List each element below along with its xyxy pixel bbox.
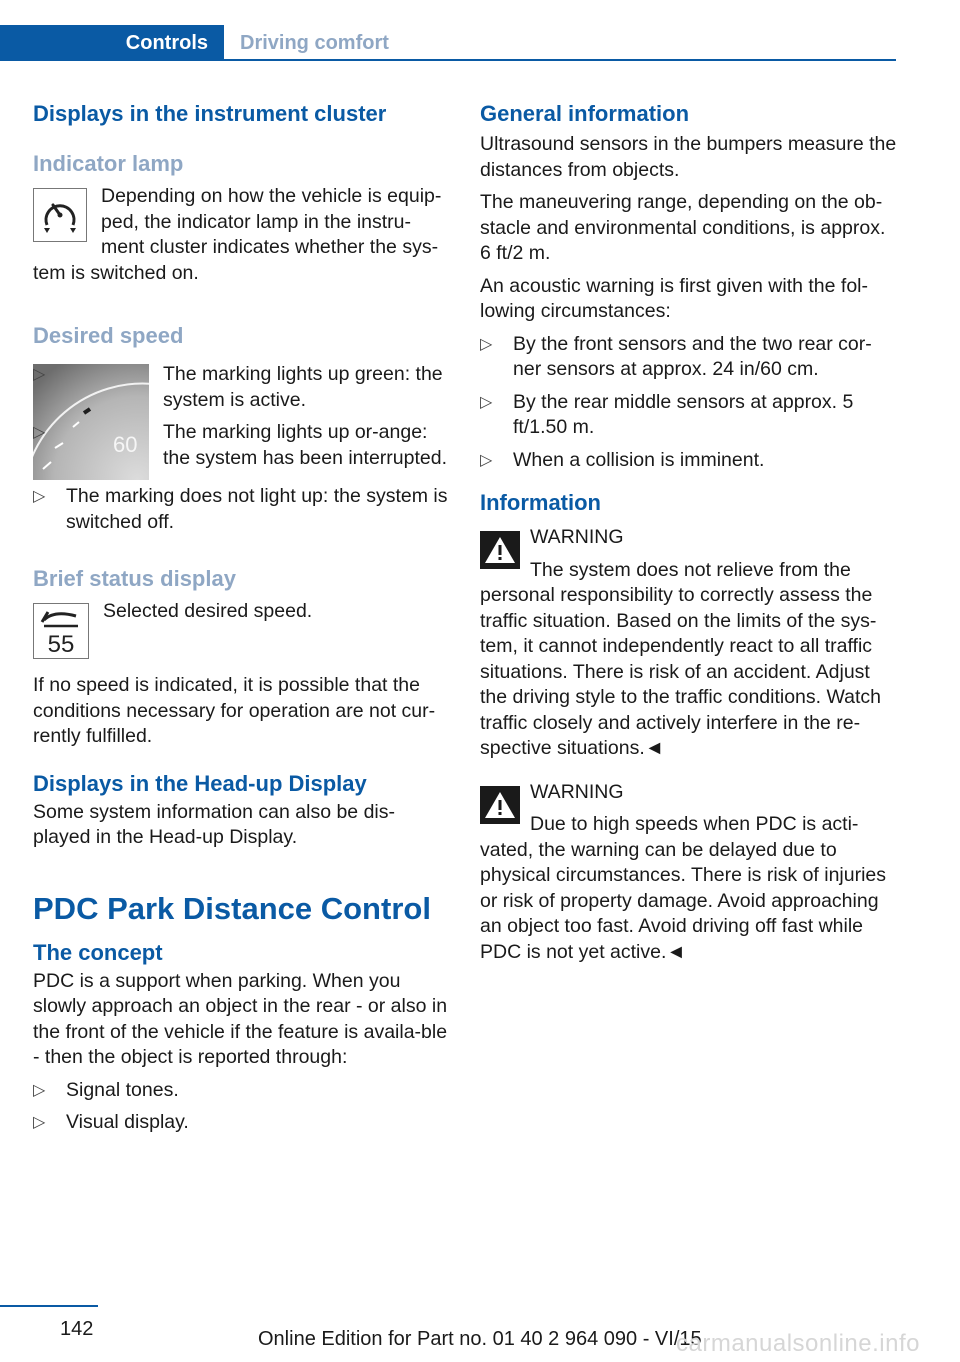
list-item: ▷ Visual display. (33, 1111, 189, 1133)
list-item: ▷ By the rear middle sensors at approx. 5 ft/1.50 m. (480, 390, 854, 438)
watermark: carmanualsonline.info (676, 1330, 920, 1357)
concept-text: PDC is a support when parking. When you slowly approach an object in the rear - or also in the front of the vehicle if the feature is availa‐ble - then the object is reported through: (33, 969, 448, 1068)
speed-limit-icon (33, 603, 89, 659)
page-header (0, 25, 896, 61)
hud-text: Some system information can also be dis‐played in the Head-up Display. (33, 800, 395, 848)
heading-hud: Displays in the Head-up Display (33, 770, 367, 796)
general-p2: The maneuvering range, depending on the ob‐stacle and environmental conditions, is approx. 6 ft/2 m. (480, 191, 886, 264)
heading-indicator-lamp: Indicator lamp (33, 151, 184, 176)
warning-triangle-icon (480, 531, 520, 569)
gauge-number: 60 (113, 432, 138, 457)
general-p1: Ultrasound sensors in the bumpers measure the distances from objects. (480, 133, 897, 181)
warning2-label: WARNING (530, 780, 624, 803)
right-column (480, 100, 898, 965)
warning1-label: WARNING (530, 526, 624, 548)
heading-general-information: General information (480, 101, 690, 126)
section-tab-controls: Controls (0, 25, 224, 61)
heading-desired-speed: Desired speed (33, 323, 184, 348)
list-item: ▷ The marking does not light up: the system is switched off. (33, 485, 448, 533)
heading-concept: The concept (33, 939, 163, 965)
section-tab-driving-comfort: Driving comfort (240, 31, 389, 54)
concept-list (33, 1078, 449, 1136)
heading-pdc: PDC Park Distance Control (33, 890, 431, 926)
left-column (33, 100, 449, 1143)
online-edition-text: Online Edition for Part no. 01 40 2 964 090 - VI/15 (258, 1328, 702, 1350)
list-item: ▷ When a collision is imminent. (480, 448, 765, 471)
heading-information: Information (480, 490, 601, 515)
heading-displays-cluster: Displays in the instrument cluster (33, 101, 387, 126)
list-item: ▷ The marking lights up green: the system is active. (33, 363, 443, 411)
page-number: 142 (60, 1318, 94, 1340)
acoustic-warning-list (480, 332, 898, 474)
desired-speed-list-b (33, 484, 449, 535)
warning1-text: The system does not relieve from the personal responsibility to correctly assess the traffic situation. Based on the limits of the sys‐tem, it cannot independently react to all traffic situations. There is risk of an accident. Adjust the driving style to the traffic conditions. Watch traffic closely and actively interfere in the re‐spective situations.◄ (480, 558, 882, 759)
speed-number: 55 (47, 631, 75, 656)
warning2-text: Due to high speeds when PDC is acti‐vated, the warning can be delayed due to physical circumstances. There is risk of injuries or risk of property damage. Avoid approaching an object too fast. Avoid driving off fast while PDC is not yet active.◄ (480, 813, 887, 963)
cruise-control-indicator-icon (33, 188, 87, 242)
list-item: ▷ Signal tones. (33, 1078, 179, 1101)
list-item: ▷ The marking lights up or‐ange: the system has been interrupted. (33, 421, 447, 469)
list-item: ▷ By the front sensors and the two rear cor‐ner sensors at approx. 24 in/60 cm. (480, 332, 872, 380)
warning-triangle-icon (480, 786, 520, 824)
brief-status-text: Selected desired speed. (103, 600, 313, 622)
indicator-lamp-text: Depending on how the vehicle is equip‐ped, the indicator lamp in the instru‐ment cluster indicates whether the sys‐tem is switched on. (33, 185, 442, 284)
heading-brief-status: Brief status display (33, 566, 236, 591)
general-p3: An acoustic warning is first given with the fol‐lowing circumstances: (480, 274, 869, 322)
no-speed-text: If no speed is indicated, it is possible that the conditions necessary for operation are not cur‐rently fulfilled. (33, 674, 436, 747)
footer-rule (0, 1305, 98, 1307)
header-rule (224, 59, 896, 61)
